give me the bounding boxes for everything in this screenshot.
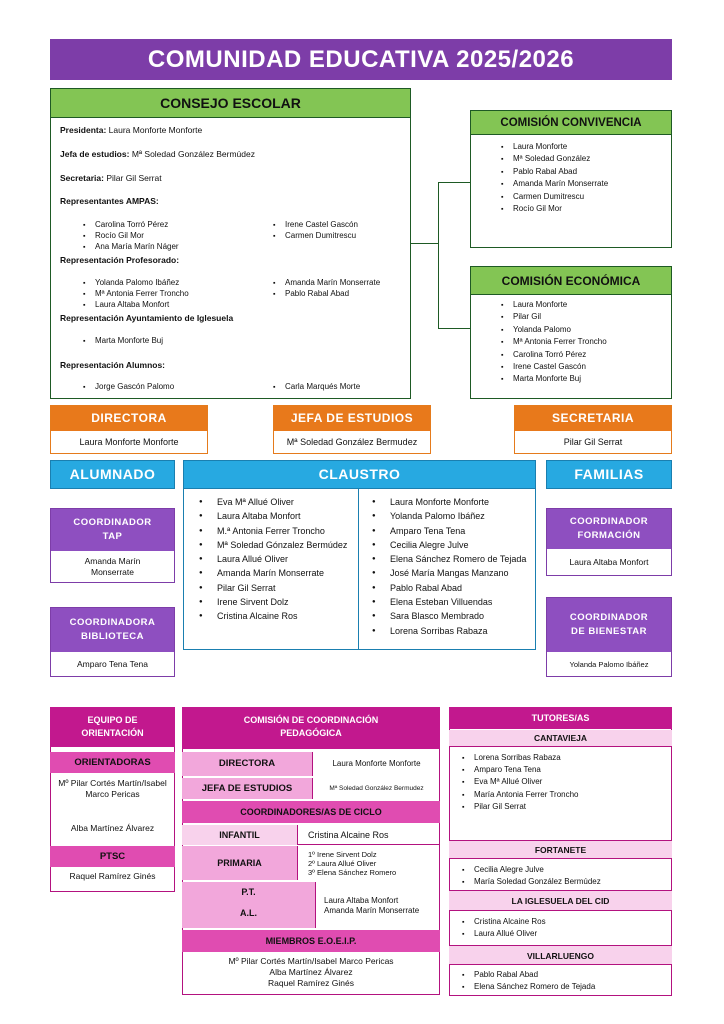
list-item: ▪ Irene Castel Gascón xyxy=(273,220,358,229)
list-item: ● Amanda Marín Monserrate xyxy=(193,566,353,580)
comision-economica-box xyxy=(470,266,672,399)
coordinador-tap-name: Amanda Marín Monserrate xyxy=(84,555,141,577)
villarluengo-header: VILLARLUENGO xyxy=(449,945,672,965)
ccp-primaria-label: PRIMARIA xyxy=(182,846,297,880)
list-item: ▪ Carolina Torró Pérez xyxy=(83,220,168,229)
coordinador-formacion-name: Laura Altaba Monfort xyxy=(569,556,649,567)
ccp-pt-al-names xyxy=(315,882,440,928)
consejo-escolar-box xyxy=(50,88,411,399)
list-item: ▪ Mª Antonia Ferrer Troncho xyxy=(501,336,671,348)
list-item: ▪ Eva Mª Allué Oliver xyxy=(462,776,579,788)
list-item: ▪ Pablo Rabal Abad xyxy=(501,166,671,178)
list-item: ▪ Carla Marqués Morte xyxy=(273,382,360,391)
list-item: ▪ Amanda Marín Monserrate xyxy=(273,278,380,287)
cantavieja-list xyxy=(462,752,579,813)
jefa-estudios-title: JEFA DE ESTUDIOS xyxy=(274,406,430,431)
eoeip-header: MIEMBROS E.O.E.I.P. xyxy=(182,930,440,952)
ccp-pt-label: P.T. xyxy=(241,887,256,897)
ccp-infantil-name: Cristina Alcaine Ros xyxy=(297,825,440,845)
presidenta-name: Laura Monforte Monforte xyxy=(108,125,203,135)
fortanete-header: FORTANETE xyxy=(449,840,672,859)
list-item: ● Laura Altaba Monfort xyxy=(193,509,353,523)
coordinador-bienestar-box xyxy=(546,597,672,677)
iglesuela-list xyxy=(462,916,546,940)
page-title: COMUNIDAD EDUCATIVA 2025/2026 xyxy=(50,39,672,80)
list-item: ▪ Laura Monforte xyxy=(501,299,671,311)
secretaria-label: Secretaria: xyxy=(60,173,104,183)
profesorado-heading: Representación Profesorado: xyxy=(60,255,180,265)
ampas-heading: Representantes AMPAS: xyxy=(60,196,159,206)
list-item: ● Sara Blasco Membrado xyxy=(366,609,531,623)
claustro-list-right xyxy=(366,495,531,638)
ccp-ciclo-header: COORDINADORES/AS DE CICLO xyxy=(182,801,440,823)
alumnado-header: ALUMNADO xyxy=(50,460,175,489)
list-item: ● Cristina Alcaine Ros xyxy=(193,609,353,623)
connector-line xyxy=(411,243,438,244)
list-item: ▪ María Antonia Ferrer Troncho xyxy=(462,789,579,801)
comision-convivencia-box xyxy=(470,110,672,248)
list-item: ▪ Carmen Dumitrescu xyxy=(273,231,356,240)
ccp-directora-label: DIRECTORA xyxy=(182,752,312,776)
claustro-list-left xyxy=(193,495,353,624)
list-item: ● Yolanda Palomo Ibáñez xyxy=(366,509,531,523)
orientadora-name: Alba Martínez Álvarez xyxy=(70,823,155,833)
list-item: ▪ Mª Soledad González xyxy=(501,153,671,165)
presidenta-row xyxy=(60,125,202,135)
ccp-directora-name: Laura Monforte Monforte xyxy=(312,752,440,776)
jefa-estudios-name: Mª Soledad González Bermudez xyxy=(286,437,418,447)
list-item: ▪ Rocío Gil Mor xyxy=(83,231,144,240)
list-item: ▪ Pilar Gil Serrat xyxy=(462,801,579,813)
jefa-label: Jefa de estudios: xyxy=(60,149,130,159)
list-item: ▪ Laura Monforte xyxy=(501,141,671,153)
list-item: ▪ María Soledad González Bermúdez xyxy=(462,876,601,888)
coordinadora-biblioteca-title: COORDINADORA BIBLIOTECA xyxy=(51,608,174,652)
list-item: ▪ Irene Castel Gascón xyxy=(501,361,671,373)
directora-box xyxy=(50,405,208,454)
eoeip-member: Alba Martínez Álvarez xyxy=(269,967,353,977)
eoeip-list xyxy=(182,956,440,989)
orientadoras-header: ORIENTADORAS xyxy=(50,752,175,773)
list-item: ▪ Carmen Dumitrescu xyxy=(501,191,671,203)
coordinadora-biblioteca-box xyxy=(50,607,175,677)
villarluengo-list xyxy=(462,969,595,993)
list-item: ▪ Lorena Sorribas Rabaza xyxy=(462,752,579,764)
jefa-row xyxy=(60,149,255,159)
list-item: ● M.ª Antonia Ferrer Troncho xyxy=(193,524,353,538)
primaria-coord-1: 1º Irene Sirvent Dolz xyxy=(308,850,377,859)
coordinador-bienestar-name: Yolanda Palomo Ibáñez xyxy=(569,659,649,669)
list-item: ▪ Cecilia Alegre Julve xyxy=(462,864,601,876)
connector-line xyxy=(438,328,470,329)
secretaria-name: Pilar Gil Serrat xyxy=(106,173,162,183)
comision-economica-title: COMISIÓN ECONÓMICA xyxy=(471,267,671,295)
list-item: ▪ Yolanda Palomo xyxy=(501,324,671,336)
list-item: ▪ Jorge Gascón Palomo xyxy=(83,382,174,391)
orientadoras-names: Mº Pilar Cortés Martín/Isabel Marco Pericas xyxy=(58,778,167,799)
list-item: ▪ Amanda Marín Monserrate xyxy=(501,178,671,190)
directora-title: DIRECTORA xyxy=(51,406,207,431)
list-item: ▪ Yolanda Palomo Ibáñez xyxy=(83,278,179,287)
connector-line xyxy=(438,182,439,328)
ptsc-header: PTSC xyxy=(50,846,175,867)
tutores-title: TUTORES/AS xyxy=(449,707,672,729)
secretaria-box xyxy=(514,405,672,454)
list-item: ▪ Marta Monforte Buj xyxy=(501,373,671,385)
list-item: ● Eva Mª Allué Oliver xyxy=(193,495,353,509)
list-item: ▪ Rocío Gil Mor xyxy=(501,203,671,215)
ccp-title: COMISIÓN DE COORDINACIÓN PEDAGÓGICA xyxy=(182,707,440,749)
list-item: ● Elena Esteban Villuendas xyxy=(366,595,531,609)
alumnos-heading: Representación Alumnos: xyxy=(60,360,166,370)
list-item: ▪ Mª Antonia Ferrer Troncho xyxy=(83,289,189,298)
equipo-orientacion-title: EQUIPO DE ORIENTACIÓN xyxy=(50,707,175,747)
coordinadora-biblioteca-name: Amparo Tena Tena xyxy=(76,658,149,669)
list-item: ▪ Cristina Alcaine Ros xyxy=(462,916,546,928)
claustro-header: CLAUSTRO xyxy=(183,460,536,489)
secretaria-name: Pilar Gil Serrat xyxy=(563,437,623,447)
list-item: ▪ Elena Sánchez Romero de Tejada xyxy=(462,981,595,993)
iglesuela-header: LA IGLESUELA DEL CID xyxy=(449,890,672,911)
jefa-estudios-box xyxy=(273,405,431,454)
list-item: ● Pablo Rabal Abad xyxy=(366,581,531,595)
economica-list xyxy=(471,295,671,386)
list-item: ▪ Marta Monforte Buj xyxy=(83,336,163,345)
list-item: ▪ Laura Altaba Monfort xyxy=(83,300,169,309)
convivencia-list xyxy=(471,135,671,215)
connector-line xyxy=(438,182,470,183)
secretaria-row xyxy=(60,173,162,183)
comision-convivencia-title: COMISIÓN CONVIVENCIA xyxy=(471,111,671,135)
claustro-divider xyxy=(358,488,359,650)
ptsc-name: Raquel Ramírez Ginés xyxy=(69,871,156,881)
list-item: ● Laura Monforte Monforte xyxy=(366,495,531,509)
ccp-jefa-label: JEFA DE ESTUDIOS xyxy=(182,778,312,799)
primaria-coord-2: 2º Laura Allué Oliver xyxy=(308,859,377,868)
list-item: ● Cecilia Alegre Julve xyxy=(366,538,531,552)
fortanete-list xyxy=(462,864,601,888)
coordinador-tap-box xyxy=(50,508,175,583)
familias-header: FAMILIAS xyxy=(546,460,672,489)
list-item: ● Mª Soledad Gónzalez Bermúdez xyxy=(193,538,353,552)
consejo-escolar-title: CONSEJO ESCOLAR xyxy=(51,89,410,118)
list-item: ● Lorena Sorribas Rabaza xyxy=(366,624,531,638)
ccp-primaria-list xyxy=(297,846,440,880)
presidenta-label: Presidenta: xyxy=(60,125,107,135)
list-item: ▪ Pablo Rabal Abad xyxy=(462,969,595,981)
list-item: ▪ Ana María Marín Náger xyxy=(83,242,179,251)
coordinador-formacion-box xyxy=(546,508,672,576)
list-item: ▪ Carolina Torró Pérez xyxy=(501,349,671,361)
coordinador-tap-title: COORDINADOR TAP xyxy=(51,509,174,551)
list-item: ▪ Pilar Gil xyxy=(501,311,671,323)
list-item: ● Irene Sirvent Dolz xyxy=(193,595,353,609)
ccp-pt-al-label xyxy=(182,882,315,928)
list-item: ● Elena Sánchez Romero de Tejada xyxy=(366,552,531,566)
coordinador-formacion-title: COORDINADOR FORMACIÓN xyxy=(547,509,671,549)
coordinador-bienestar-title: COORDINADOR DE BIENESTAR xyxy=(547,598,671,652)
cantavieja-header: CANTAVIEJA xyxy=(449,730,672,747)
eoeip-member: Mº Pilar Cortés Martín/Isabel Marco Pericas xyxy=(228,956,394,966)
jefa-name: Mª Soledad González Bermúdez xyxy=(131,149,255,159)
primaria-coord-3: 3º Elena Sánchez Romero xyxy=(308,868,397,877)
secretaria-title: SECRETARIA xyxy=(515,406,671,431)
ccp-jefa-name: Mª Soledad González Bermudez xyxy=(312,778,440,799)
list-item: ● Pilar Gil Serrat xyxy=(193,581,353,595)
list-item: ● José María Mangas Manzano xyxy=(366,566,531,580)
ccp-al-label: A.L. xyxy=(240,908,257,918)
list-item: ▪ Laura Allué Oliver xyxy=(462,928,546,940)
eoeip-member: Raquel Ramírez Ginés xyxy=(268,978,354,988)
list-item: ● Laura Allué Oliver xyxy=(193,552,353,566)
ccp-infantil-label: INFANTIL xyxy=(182,825,297,845)
ccp-pt-name: Laura Altaba Monfort xyxy=(324,896,399,905)
list-item: ▪ Amparo Tena Tena xyxy=(462,764,579,776)
directora-name: Laura Monforte Monforte xyxy=(79,437,179,447)
ccp-al-name: Amanda Marín Monserrate xyxy=(324,906,420,915)
list-item: ● Amparo Tena Tena xyxy=(366,524,531,538)
ayuntamiento-heading: Representación Ayuntamiento de Iglesuela xyxy=(60,313,234,323)
list-item: ▪ Pablo Rabal Abad xyxy=(273,289,349,298)
